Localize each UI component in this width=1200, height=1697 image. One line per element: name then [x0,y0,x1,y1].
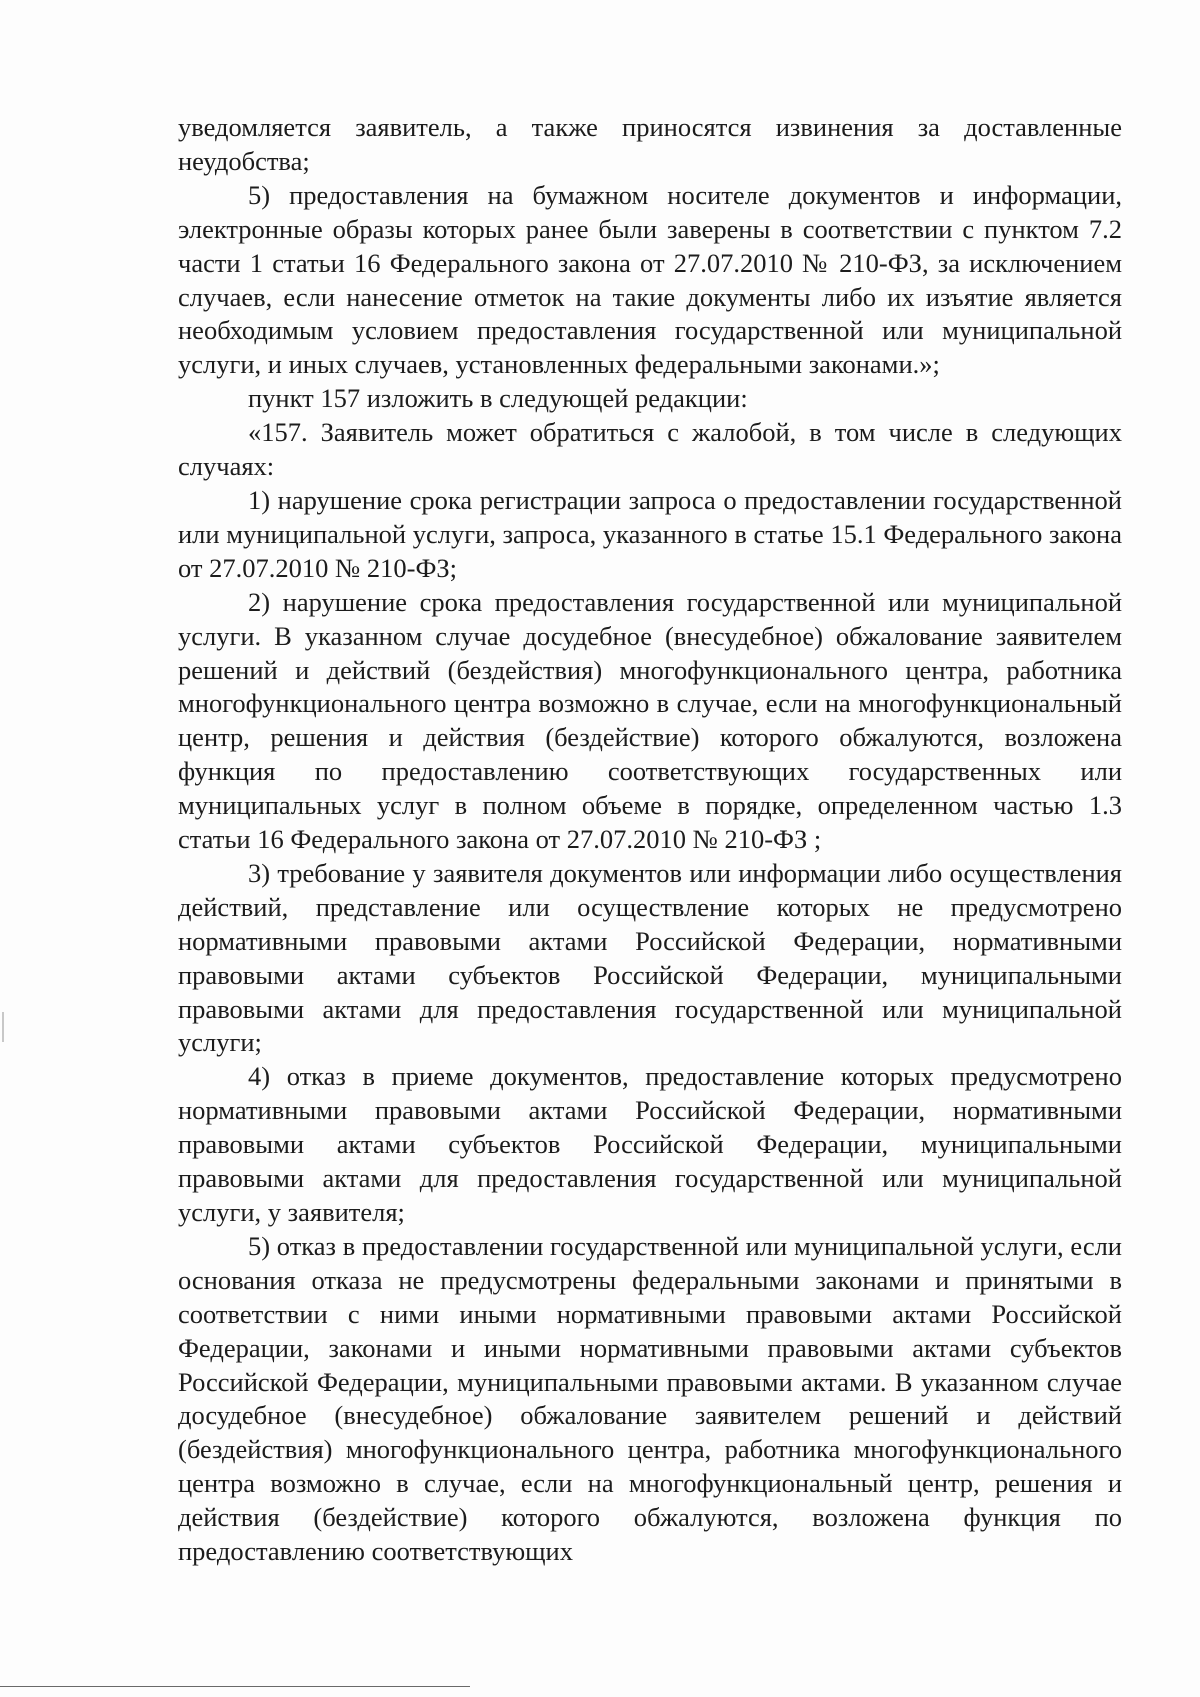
paragraph-item-5-paper-documents: 5) предоставления на бумажном носителе документов и информации, электронные образы которых ранее были заверены в соответствии с пунктом 7.2 части 1 статьи 16 Федерального закона от 27.07.2010 № 210-ФЗ, за исключением случаев, если нанесение отметок на такие документы либо их изъятие является необходимым условием предоставления государственной или муниципальной услуги, и иных случаев, установленных федеральными законами.»; [178,179,1122,380]
paragraph-case-2: 2) нарушение срока предоставления государственной или муниципальной услуги. В указанном случае досудебное (внесудебное) обжалование заявителем решений и действий (бездействия) многофункционального центра, работника многофункционального центра возможно в случае, если на многофункциональный центр, решения и действия (бездействие) которого обжалуются, возложена функция по предоставлению соответствующих государственных или муниципальных услуг в полном объеме в порядке, определенном частью 1.3 статьи 16 Федерального закона от 27.07.2010 № 210-ФЗ ; [178,586,1122,855]
scan-bottom-edge-line [0,1686,470,1687]
paragraph-case-3: 3) требование у заявителя документов или информации либо осуществления действий, представление или осуществление которых не предусмотрено нормативными правовыми актами Российской Федерации, нормативными правовыми актами субъектов Российской Федерации, муниципальными правовыми актами для предоставления государственной или муниципальной услуги; [178,857,1122,1058]
document-body [178,111,1122,1569]
paragraph-case-5: 5) отказ в предоставлении государственной или муниципальной услуги, если основания отказа не предусмотрены федеральными законами и принятыми в соответствии с ними иными нормативными правовыми актами Российской Федерации, законами и иными нормативными правовыми актами субъектов Российской Федерации, муниципальными правовыми актами. В указанном случае досудебное (внесудебное) обжалование заявителем решений и действий (бездействия) многофункционального центра, работника многофункционального центра возможно в случае, если на многофункциональный центр, решения и действия (бездействие) которого обжалуются, возложена функция по предоставлению соответствующих [178,1230,1122,1567]
paragraph-case-1: 1) нарушение срока регистрации запроса о предоставлении государственной или муниципальной услуги, запроса, указанного в статье 15.1 Федерального закона от 27.07.2010 № 210-ФЗ; [178,484,1122,583]
paragraph-amendment-point-157: пункт 157 изложить в следующей редакции: [248,383,748,414]
paragraph-continuation: уведомляется заявитель, а также приносятся извинения за доставленные неудобства; [178,112,1122,176]
scan-margin-mark [2,1012,4,1042]
paragraph-point-157-intro: «157. Заявитель может обратиться с жалобой, в том числе в следующих случаях: [178,417,1122,482]
paragraph-case-4: 4) отказ в приеме документов, предоставление которых предусмотрено нормативными правовыми актами Российской Федерации, нормативными правовыми актами субъектов Российской Федерации, муниципальными правовыми актами для предоставления государственной или муниципальной услуги, у заявителя; [178,1061,1122,1227]
